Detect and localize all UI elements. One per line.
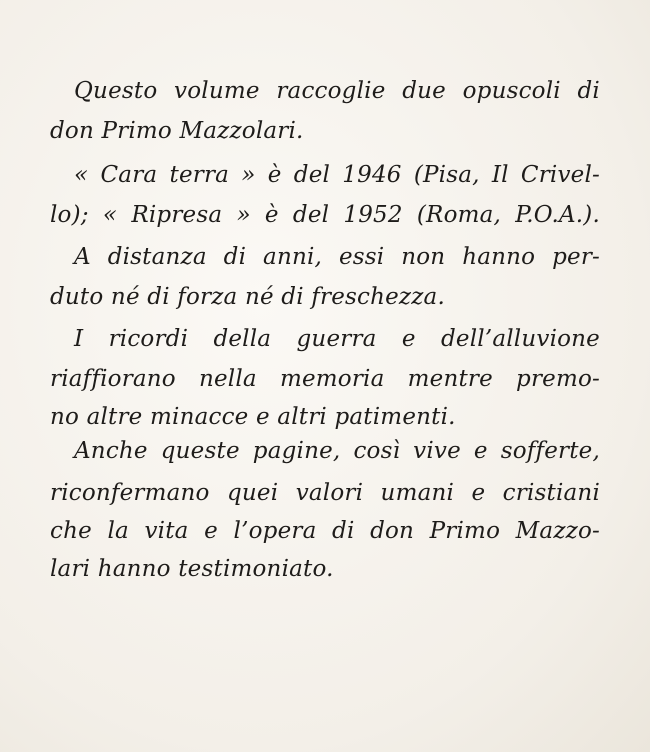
paragraph-4-line-3: no altre minacce e altri patimenti. — [50, 404, 456, 430]
paragraph-1-line-2: don Primo Mazzolari. — [50, 118, 304, 144]
paragraph-5-line-3: che la vita e l’opera di don Primo Mazzo- — [50, 518, 600, 544]
paragraph-2-line-1: « Cara terra » è del 1946 (Pisa, Il Crivel- — [74, 162, 600, 188]
paragraph-4-line-2: riaffiorano nella memoria mentre premo- — [50, 366, 600, 392]
paragraph-4-line-1: I ricordi della guerra e dell’alluvione — [74, 326, 600, 352]
paragraph-2-line-2: lo); « Ripresa » è del 1952 (Roma, P.O.A.). — [50, 202, 600, 228]
paragraph-5-line-2: riconfermano quei valori umani e cristiani — [50, 480, 600, 506]
paragraph-3-line-2: duto né di forza né di freschezza. — [50, 284, 445, 310]
paragraph-5-line-1: Anche queste pagine, così vive e sofferte, — [74, 438, 600, 464]
paragraph-5-line-4: lari hanno testimoniato. — [50, 556, 334, 582]
paragraph-1-line-1: Questo volume raccoglie due opuscoli di — [74, 78, 600, 104]
paragraph-3-line-1: A distanza di anni, essi non hanno per- — [74, 244, 600, 270]
